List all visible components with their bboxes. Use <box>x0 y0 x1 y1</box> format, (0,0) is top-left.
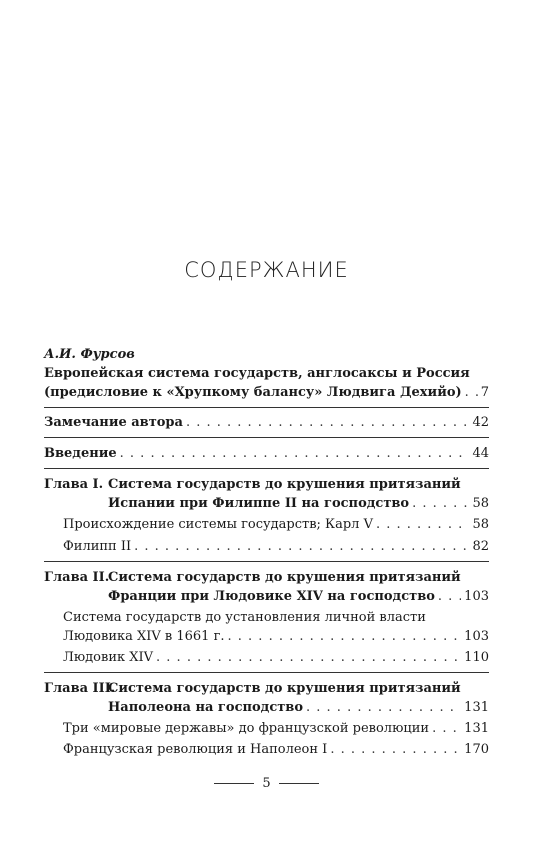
chapter-label: Глава III. <box>44 681 116 696</box>
chapter-title-line1: Система государств до крушения притязаний <box>108 570 461 585</box>
page-title: СОДЕРЖАНИЕ <box>184 258 349 282</box>
page-ref: 103 <box>464 629 489 644</box>
chapter-1-heading <box>44 475 489 494</box>
entry-label: Замечание автора <box>44 415 183 430</box>
toc-entry-section[interactable] <box>63 719 489 738</box>
leader-dots <box>412 494 469 513</box>
page-ref: 131 <box>464 700 489 715</box>
preface-title-line1: Европейская система государств, англосаксы и Россия <box>44 366 470 381</box>
toc-entry-section[interactable] <box>63 648 489 667</box>
toc-entry-chapter-3[interactable] <box>44 698 489 717</box>
toc-entry-chapter-2[interactable] <box>44 587 489 606</box>
toc-entry-author-note[interactable] <box>44 413 489 432</box>
leader-dots <box>228 627 462 646</box>
page-ref: 82 <box>472 539 489 554</box>
leader-dots <box>465 383 478 402</box>
page-ref: 170 <box>464 742 489 757</box>
leader-dots <box>438 587 461 606</box>
chapter-title-line2: Наполеона на господство <box>108 700 304 715</box>
toc-entry-section[interactable] <box>63 740 489 759</box>
chapter-2-heading <box>44 568 489 587</box>
entry-label: Введение <box>44 446 117 461</box>
section-label: Людовика XIV в 1661 г. <box>63 629 225 644</box>
toc-entry-chapter-1[interactable] <box>44 494 489 513</box>
divider <box>44 407 489 408</box>
leader-dots <box>156 648 461 667</box>
chapter-title-line1: Система государств до крушения притязаний <box>108 477 461 492</box>
leader-dots <box>376 515 469 534</box>
toc-entry-section[interactable] <box>63 537 489 556</box>
page-ref: 110 <box>464 650 489 665</box>
section-label: Филипп II <box>63 539 132 554</box>
section-label: Французская революция и Наполеон I <box>63 742 328 757</box>
page-number: 5 <box>262 776 271 791</box>
section-title-line1: Система государств до установления личной власти <box>63 610 426 625</box>
preface-author: А.И. Фурсов <box>44 347 135 362</box>
preface-title-line2: (предисловие к «Хрупкому балансу» Людвига Дехийо) <box>44 385 462 400</box>
section-label: Людовик XIV <box>63 650 154 665</box>
chapter-label: Глава II. <box>44 570 110 585</box>
chapter-title-line1: Система государств до крушения притязаний <box>108 681 461 696</box>
page-footer <box>0 776 533 791</box>
leader-dots <box>134 537 469 556</box>
divider <box>44 561 489 562</box>
chapter-3-heading <box>44 679 489 698</box>
chapter-label: Глава I. <box>44 477 104 492</box>
page-ref: 42 <box>472 415 489 430</box>
leader-dots <box>120 444 470 463</box>
footer-rule-right <box>279 783 319 784</box>
section-label: Происхождение системы государств; Карл V <box>63 517 373 532</box>
page-ref: 7 <box>480 385 489 400</box>
toc-entry-intro[interactable] <box>44 444 489 463</box>
page-ref: 58 <box>472 517 489 532</box>
page-ref: 131 <box>464 721 489 736</box>
toc-entry-preface[interactable] <box>44 383 489 402</box>
leader-dots <box>306 698 461 717</box>
leader-dots <box>186 413 470 432</box>
toc-entry-section[interactable] <box>63 627 489 646</box>
chapter-title-line2: Испании при Филиппе II на господство <box>108 496 410 511</box>
divider <box>44 437 489 438</box>
page-ref: 44 <box>472 446 489 461</box>
divider <box>44 672 489 673</box>
toc-entry-section[interactable] <box>63 515 489 534</box>
page-ref: 103 <box>464 589 489 604</box>
leader-dots <box>432 719 461 738</box>
section-label: Три «мировые державы» до французской революции <box>63 721 430 736</box>
page-ref: 58 <box>472 496 489 511</box>
footer-rule-left <box>214 783 254 784</box>
chapter-title-line2: Франции при Людовике XIV на господство <box>108 589 435 604</box>
leader-dots <box>330 740 461 759</box>
divider <box>44 468 489 469</box>
